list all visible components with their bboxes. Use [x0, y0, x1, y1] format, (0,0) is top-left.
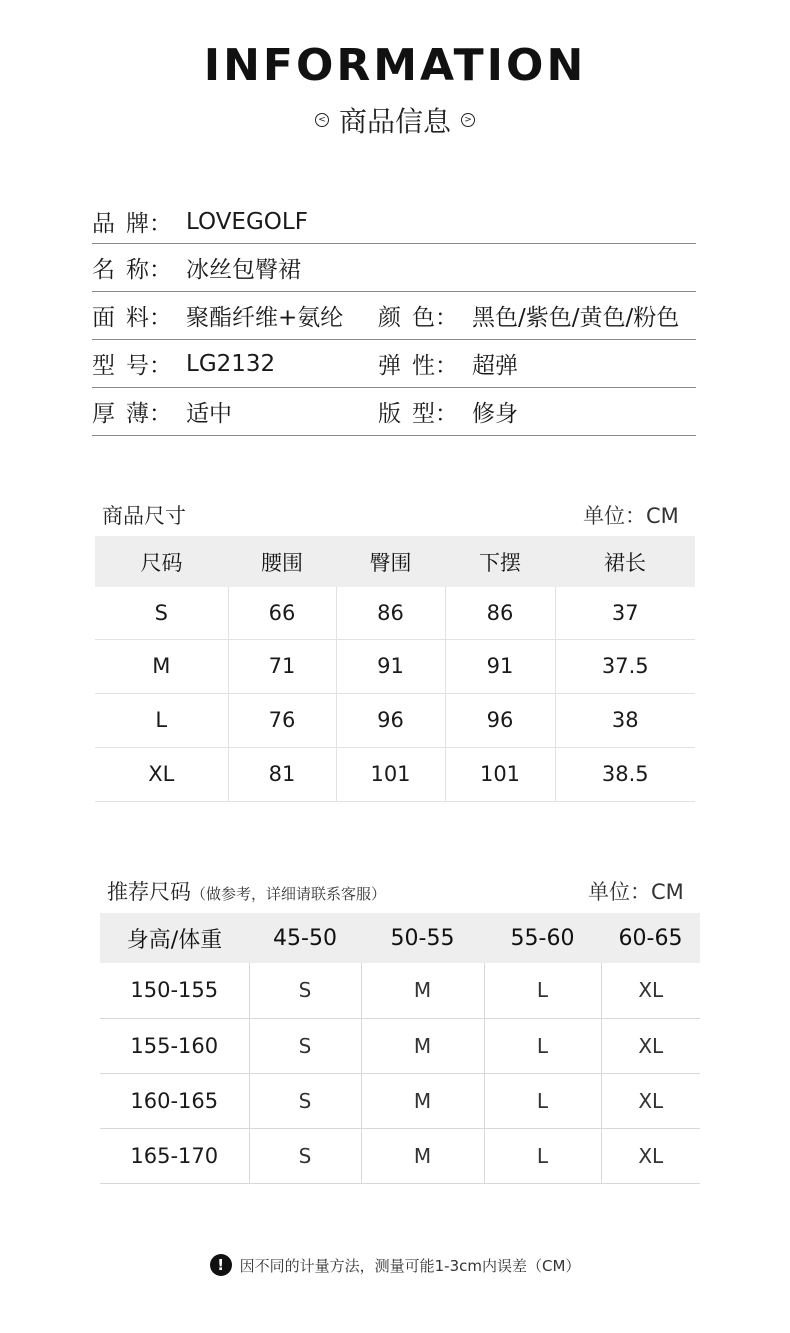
- table-cell: XL: [601, 1018, 700, 1073]
- rec-section-note: （做参考，详细请联系客服）: [191, 885, 387, 903]
- table-cell: 96: [445, 693, 555, 747]
- size-section-unit: 单位：CM: [583, 504, 679, 528]
- table-cell: M: [361, 1073, 484, 1128]
- chevron-left-icon: <: [315, 113, 329, 127]
- table-cell: S: [249, 1128, 361, 1183]
- measurement-note-text: 因不同的计量方法，测量可能1-3cm内误差（CM）: [239, 1256, 581, 1275]
- table-cell: M: [361, 1128, 484, 1183]
- info-label-2: 牌：: [126, 211, 172, 237]
- table-cell: L: [484, 1128, 601, 1183]
- table-cell: XL: [601, 1073, 700, 1128]
- info-label-1: 版: [378, 401, 401, 427]
- page-subtitle-row: [0, 100, 790, 140]
- info-field-color: [378, 292, 679, 339]
- info-row-model-elastic: [92, 340, 696, 388]
- table-cell: 71: [228, 639, 336, 693]
- table-cell: 101: [445, 747, 555, 801]
- table-cell: 76: [228, 693, 336, 747]
- info-label-1: 名: [92, 257, 115, 283]
- table-cell: M: [361, 1018, 484, 1073]
- product-info-list: [92, 200, 696, 436]
- warning-icon: !: [210, 1254, 232, 1276]
- table-cell: S: [95, 587, 228, 639]
- rec-col-header: 60-65: [601, 913, 700, 963]
- info-field-elasticity: [378, 340, 518, 387]
- info-row-brand: [92, 200, 696, 244]
- table-cell: 150-155: [100, 963, 249, 1018]
- table-cell: XL: [601, 963, 700, 1018]
- info-value-name: 冰丝包臀裙: [186, 257, 301, 283]
- recommend-table: [100, 913, 700, 1184]
- measurement-note: [0, 1252, 790, 1278]
- rec-col-header: 身高/体重: [100, 913, 249, 963]
- table-cell: 160-165: [100, 1073, 249, 1128]
- table-cell: L: [484, 1073, 601, 1128]
- info-value-model: LG2132: [186, 350, 276, 377]
- info-label-1: 型: [92, 353, 115, 379]
- table-cell: 155-160: [100, 1018, 249, 1073]
- table-cell: L: [484, 1018, 601, 1073]
- info-label-2: 性：: [412, 353, 458, 379]
- info-label-1: 弹: [378, 353, 401, 379]
- table-cell: 38: [555, 693, 695, 747]
- table-cell: 86: [336, 587, 445, 639]
- size-col-header: 裙长: [555, 536, 695, 587]
- table-cell: 165-170: [100, 1128, 249, 1183]
- table-cell: M: [95, 639, 228, 693]
- info-label-2: 号：: [126, 353, 172, 379]
- rec-section-unit: 单位：CM: [588, 880, 684, 904]
- size-col-header: 下摆: [445, 536, 555, 587]
- table-row: [100, 1128, 700, 1183]
- rec-col-header: 50-55: [361, 913, 484, 963]
- size-section-title: 商品尺寸: [102, 504, 186, 528]
- rec-table-header: [100, 913, 700, 963]
- table-cell: 96: [336, 693, 445, 747]
- table-cell: 81: [228, 747, 336, 801]
- size-table: [95, 536, 695, 802]
- rec-section-title: [107, 876, 386, 906]
- table-row: [95, 693, 695, 747]
- size-col-header: 尺码: [95, 536, 228, 587]
- info-label-1: 厚: [92, 401, 115, 427]
- size-col-header: 臀围: [336, 536, 445, 587]
- info-label-2: 料：: [126, 305, 172, 331]
- info-value-elasticity: 超弹: [472, 353, 518, 379]
- info-row-thickness-fit: [92, 388, 696, 436]
- table-row: [100, 963, 700, 1018]
- table-row: [95, 587, 695, 639]
- table-cell: 38.5: [555, 747, 695, 801]
- table-row: [100, 1018, 700, 1073]
- table-cell: 91: [445, 639, 555, 693]
- info-label-2: 薄：: [126, 401, 172, 427]
- table-cell: XL: [95, 747, 228, 801]
- table-cell: S: [249, 963, 361, 1018]
- table-cell: 37: [555, 587, 695, 639]
- info-field-material: [92, 292, 343, 339]
- info-value-brand: LOVEGOLF: [186, 208, 308, 235]
- table-cell: S: [249, 1073, 361, 1128]
- size-col-header: 腰围: [228, 536, 336, 587]
- rec-col-header: 55-60: [484, 913, 601, 963]
- table-cell: S: [249, 1018, 361, 1073]
- page-subtitle: 商品信息: [338, 105, 451, 138]
- info-field-thickness: [92, 388, 232, 435]
- chevron-right-icon: >: [461, 113, 475, 127]
- info-field-fit: [378, 388, 518, 435]
- info-value-color: 黑色/紫色/黄色/粉色: [472, 305, 680, 331]
- rec-col-header: 45-50: [249, 913, 361, 963]
- table-cell: 66: [228, 587, 336, 639]
- info-label-2: 色：: [412, 305, 458, 331]
- info-label-1: 面: [92, 305, 115, 331]
- table-cell: L: [95, 693, 228, 747]
- info-label-1: 品: [92, 211, 115, 237]
- info-field-name: [92, 244, 301, 291]
- info-label-2: 型：: [412, 401, 458, 427]
- table-cell: L: [484, 963, 601, 1018]
- info-row-name: [92, 244, 696, 292]
- table-cell: 86: [445, 587, 555, 639]
- table-cell: 91: [336, 639, 445, 693]
- table-row: [95, 639, 695, 693]
- info-field-brand: [92, 200, 308, 243]
- table-row: [100, 1073, 700, 1128]
- info-label-1: 颜: [378, 305, 401, 331]
- rec-section-title-text: 推荐尺码: [107, 880, 191, 904]
- table-row: [95, 747, 695, 801]
- page-title: INFORMATION: [203, 40, 587, 91]
- info-row-material-color: [92, 292, 696, 340]
- table-cell: 101: [336, 747, 445, 801]
- size-table-header: [95, 536, 695, 587]
- info-value-material: 聚酯纤维+氨纶: [186, 305, 344, 331]
- table-cell: M: [361, 963, 484, 1018]
- info-value-thickness: 适中: [186, 401, 232, 427]
- table-cell: 37.5: [555, 639, 695, 693]
- table-cell: XL: [601, 1128, 700, 1183]
- info-field-model: [92, 340, 275, 387]
- info-value-fit: 修身: [472, 401, 518, 427]
- info-label-2: 称：: [126, 257, 172, 283]
